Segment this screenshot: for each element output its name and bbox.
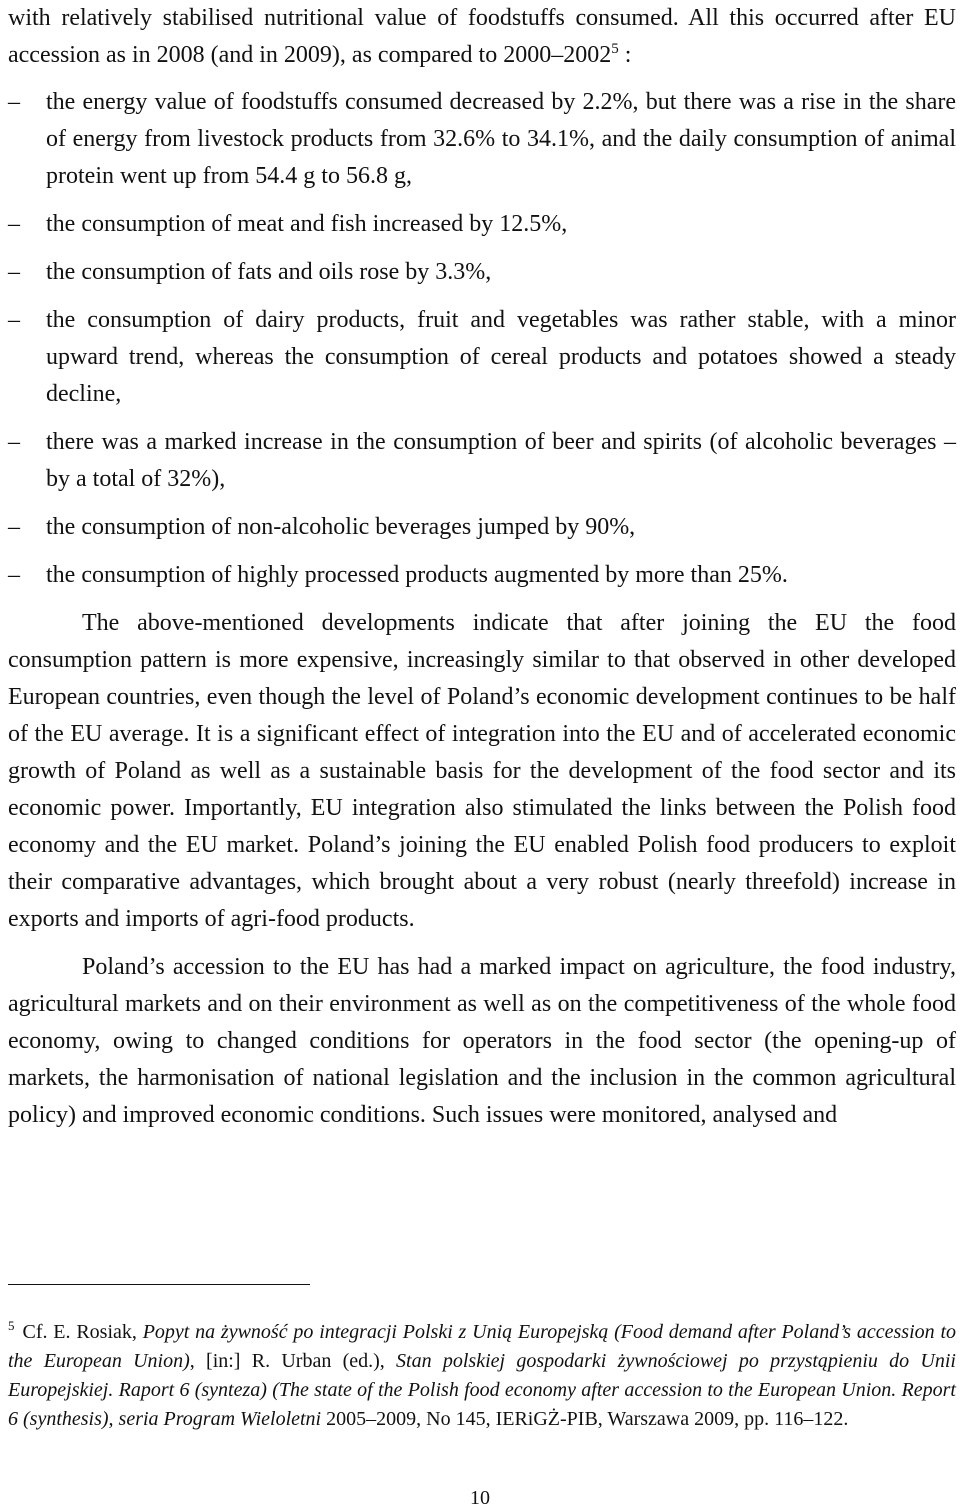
dash-bullet: – [8,429,20,455]
list-item [8,206,956,243]
footnote-text-2: , [in:] R. Urban (ed.), [189,1350,397,1372]
body-text [8,0,956,1134]
list-item [8,302,956,413]
list-item [8,84,956,195]
body-paragraph: Poland’s accession to the EU has had a marked impact on agriculture, the food industry, agricultural markets and on their environment as well as on the competitiveness of the whole food economy, owing to changed conditions for operators in the food sector (the opening-up of markets, the harmonisation of national legislation and the inclusion in the common agricultural policy) and improved economic conditions. Such issues were monitored, analysed and [8,954,956,1128]
page-number: 10 [470,1487,490,1509]
dash-bullet: – [8,211,20,237]
intro-paragraph [8,0,956,74]
list-item-text: there was a marked increase in the consumption of beer and spirits (of alcoholic beverages – by a total of 32%), [46,429,956,492]
dash-bullet: – [8,89,20,115]
list-item [8,254,956,291]
footnote-source-italic: Stan polskiej gospodarki żywnościowej po przystąpieniu do Unii Europejskiej. Raport 6 (synteza) (The state of the Polish food economy after accession to the European Union. Report 6 (synthesis), seria Program Wieloletni [8,1350,956,1430]
footnote-text-1: Cf. E. Rosiak, [22,1321,143,1343]
list-item [8,557,956,594]
list-item-text: the consumption of dairy products, fruit and vegetables was rather stable, with a minor upward trend, whereas the consumption of cereal products and potatoes showed a steady decline, [46,307,956,407]
intro-text: with relatively stabilised nutritional value of foodstuffs consumed. All this occurred after EU accession as in 2008 (and in 2009), as compared to 2000–2002 [8,5,956,68]
dash-bullet: – [8,259,20,285]
dash-bullet: – [8,307,20,333]
list-item-text: the consumption of fats and oils rose by 3.3%, [46,259,492,285]
list-item [8,509,956,546]
consumption-changes-list [8,84,956,594]
dash-bullet: – [8,514,20,540]
document-page [8,0,956,1145]
list-item-text: the energy value of foodstuffs consumed decreased by 2.2%, but there was a rise in the share of energy from livestock products from 32.6% to 34.1%, and the daily consumption of animal protein went up from 54.4 g to 56.8 g, [46,89,956,189]
footnote-title-italic: Popyt na żywność po integracji Polski z Unią Europejską (Food demand after Poland’s accession to the European Union) [8,1321,957,1372]
footnote-reference: 5 [611,41,619,57]
list-item-text: the consumption of meat and fish increased by 12.5%, [46,211,568,237]
body-paragraph: The above-mentioned developments indicate that after joining the EU the food consumption pattern is more expensive, increasingly similar to that observed in other developed European countries, even though the level of Poland’s economic development continues to be half of the EU average. It is a significant effect of integration into the EU and of accelerated economic growth of Poland as well as a sustainable basis for the development of the food sector and its economic power. Importantly, EU integration also stimulated the links between the Polish food economy and the EU market. Poland’s joining the EU enabled Polish food producers to exploit their comparative advantages, which brought about a very robust (nearly threefold) increase in exports and imports of agri-food products. [8,610,956,932]
footnote-text-3: 2005–2009, No 145, IERiGŻ-PIB, Warszawa 2009, pp. 116–122. [321,1408,849,1430]
list-item-text: the consumption of non-alcoholic beverages jumped by 90%, [46,514,636,540]
list-item-text: the consumption of highly processed products augmented by more than 25%. [46,562,788,588]
footnote [8,1318,956,1434]
footnote-separator [8,1284,310,1285]
dash-bullet: – [8,562,20,588]
list-item [8,424,956,498]
footnote-number: 5 [8,1318,15,1334]
intro-colon: : [618,42,632,68]
